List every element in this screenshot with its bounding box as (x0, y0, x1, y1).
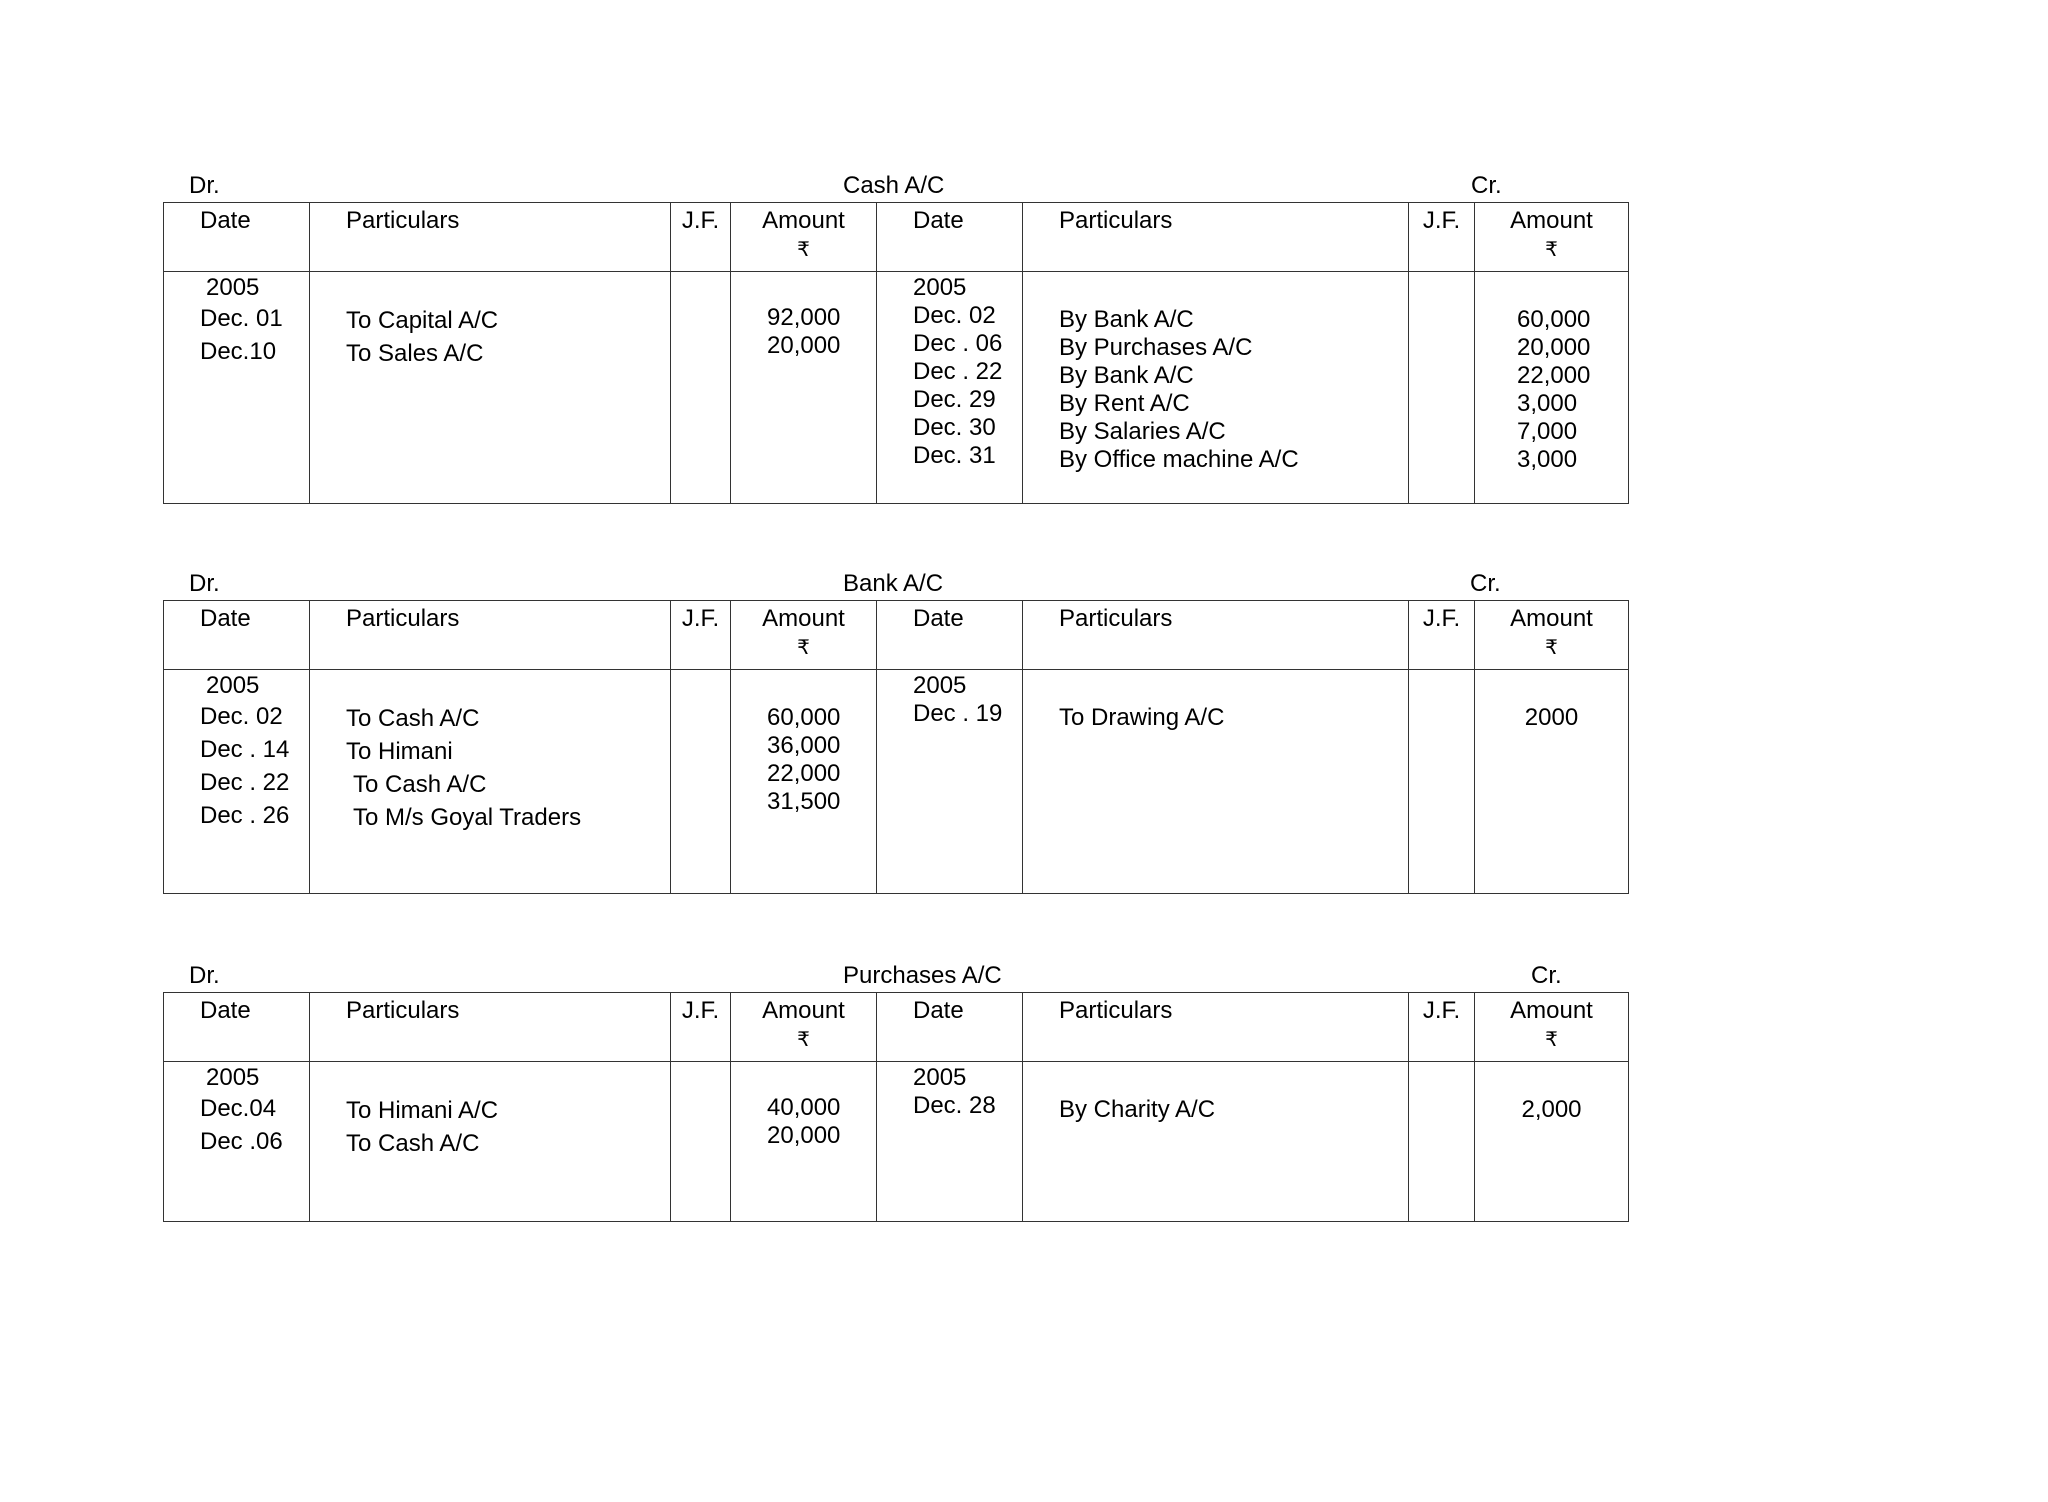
credit-date: Dec. 30 (913, 414, 996, 441)
jf-header: J.F. (1409, 601, 1475, 670)
amount-header (731, 203, 877, 272)
debit-particular: To Himani (346, 738, 453, 765)
header-row (164, 993, 1629, 1062)
debit-particular: To Cash A/C (353, 771, 487, 798)
credit-date: Dec. 29 (913, 386, 996, 413)
date-header: Date (164, 993, 310, 1062)
credit-amount: 20,000 (1517, 334, 1591, 361)
amount-header (1475, 601, 1629, 670)
header-row (164, 203, 1629, 272)
credit-date: Dec. 02 (913, 302, 996, 329)
particulars-header: Particulars (1023, 203, 1409, 272)
jf-header: J.F. (671, 993, 731, 1062)
debit-amount: 20,000 (767, 1122, 841, 1149)
debit-date: Dec . 14 (200, 736, 290, 763)
credit-date: Dec . 19 (913, 700, 1003, 727)
purchases-ledger (163, 960, 1628, 1222)
credit-amount: 60,000 (1517, 306, 1591, 333)
debit-date-cell (164, 272, 310, 504)
credit-particular: By Salaries A/C (1059, 418, 1226, 445)
date-header: Date (164, 203, 310, 272)
credit-amount-cell (1475, 272, 1629, 504)
particulars-header: Particulars (310, 993, 671, 1062)
debit-year: 2005 (206, 672, 260, 699)
amount-header (1475, 203, 1629, 272)
credit-particular: By Charity A/C (1059, 1096, 1216, 1123)
credit-amount: 7,000 (1517, 418, 1578, 445)
credit-particular: By Office machine A/C (1059, 446, 1299, 473)
credit-date: Dec. 31 (913, 442, 996, 469)
rupee-icon: ₹ (797, 637, 810, 659)
credit-amount-cell (1475, 1062, 1629, 1222)
debit-amount-cell (731, 1062, 877, 1222)
debit-jf-cell (671, 1062, 731, 1222)
credit-year: 2005 (913, 1064, 967, 1091)
dr-label: Dr. (189, 570, 220, 597)
debit-amount: 22,000 (767, 760, 841, 787)
credit-particular: By Rent A/C (1059, 390, 1190, 417)
ledger-caption (163, 568, 1628, 600)
debit-year: 2005 (206, 274, 260, 301)
debit-amount: 92,000 (767, 304, 841, 331)
date-header: Date (877, 203, 1023, 272)
particulars-header: Particulars (310, 203, 671, 272)
debit-year: 2005 (206, 1064, 260, 1091)
debit-amount-cell (731, 670, 877, 894)
debit-date: Dec . 26 (200, 802, 290, 829)
amount-header (731, 601, 877, 670)
debit-particular: To Cash A/C (346, 1130, 480, 1157)
amount-label: Amount (1510, 997, 1593, 1024)
debit-amount: 20,000 (767, 332, 841, 359)
body-row (164, 1062, 1629, 1222)
debit-date: Dec. 01 (200, 305, 283, 332)
jf-header: J.F. (1409, 993, 1475, 1062)
debit-amount-cell (731, 272, 877, 504)
amount-header (1475, 993, 1629, 1062)
jf-header: J.F. (671, 203, 731, 272)
amount-label: Amount (1510, 605, 1593, 632)
credit-jf-cell (1409, 1062, 1475, 1222)
dr-label: Dr. (189, 962, 220, 989)
particulars-header: Particulars (310, 601, 671, 670)
amount-header (731, 993, 877, 1062)
debit-particulars-cell (310, 1062, 671, 1222)
jf-header: J.F. (671, 601, 731, 670)
credit-amount: 2,000 (1521, 1096, 1582, 1123)
debit-date: Dec. 02 (200, 703, 283, 730)
credit-amount-cell (1475, 670, 1629, 894)
credit-date: Dec . 06 (913, 330, 1003, 357)
date-header: Date (877, 993, 1023, 1062)
dr-label: Dr. (189, 172, 220, 199)
body-row (164, 272, 1629, 504)
ledger-title: Purchases A/C (843, 962, 1002, 989)
credit-amount: 3,000 (1517, 446, 1578, 473)
credit-year: 2005 (913, 672, 967, 699)
header-row (164, 601, 1629, 670)
body-row (164, 670, 1629, 894)
debit-particulars-cell (310, 670, 671, 894)
cr-label: Cr. (1531, 962, 1562, 989)
credit-date-cell (877, 670, 1023, 894)
ledger-table (163, 202, 1629, 504)
debit-particulars-cell (310, 272, 671, 504)
debit-amount: 36,000 (767, 732, 841, 759)
debit-amount: 40,000 (767, 1094, 841, 1121)
jf-header: J.F. (1409, 203, 1475, 272)
rupee-icon: ₹ (1545, 239, 1558, 261)
credit-amount: 22,000 (1517, 362, 1591, 389)
debit-amount: 60,000 (767, 704, 841, 731)
rupee-icon: ₹ (797, 239, 810, 261)
debit-particular: To Capital A/C (346, 307, 499, 334)
credit-particular: By Bank A/C (1059, 362, 1194, 389)
rupee-icon: ₹ (1545, 1029, 1558, 1051)
amount-label: Amount (762, 207, 845, 234)
debit-amount: 31,500 (767, 788, 841, 815)
credit-date-cell (877, 272, 1023, 504)
rupee-icon: ₹ (1545, 637, 1558, 659)
credit-date: Dec. 28 (913, 1092, 996, 1119)
credit-particular: To Drawing A/C (1059, 704, 1225, 731)
credit-date-cell (877, 1062, 1023, 1222)
debit-particular: To Himani A/C (346, 1097, 499, 1124)
date-header: Date (164, 601, 310, 670)
credit-amount: 3,000 (1517, 390, 1578, 417)
debit-date: Dec . 22 (200, 769, 290, 796)
ledger-caption (163, 960, 1628, 992)
ledger-caption (163, 170, 1628, 202)
debit-date-cell (164, 670, 310, 894)
debit-particular: To Cash A/C (346, 705, 480, 732)
amount-label: Amount (1510, 207, 1593, 234)
credit-jf-cell (1409, 272, 1475, 504)
credit-jf-cell (1409, 670, 1475, 894)
credit-particulars-cell (1023, 272, 1409, 504)
credit-particulars-cell (1023, 1062, 1409, 1222)
bank-ledger (163, 568, 1628, 894)
debit-jf-cell (671, 670, 731, 894)
amount-label: Amount (762, 997, 845, 1024)
cr-label: Cr. (1470, 570, 1501, 597)
credit-particular: By Purchases A/C (1059, 334, 1253, 361)
debit-jf-cell (671, 272, 731, 504)
cr-label: Cr. (1471, 172, 1502, 199)
credit-particulars-cell (1023, 670, 1409, 894)
credit-year: 2005 (913, 274, 967, 301)
particulars-header: Particulars (1023, 601, 1409, 670)
debit-date: Dec.04 (200, 1095, 277, 1122)
debit-particular: To M/s Goyal Traders (353, 804, 582, 831)
cash-ledger (163, 170, 1628, 504)
debit-particular: To Sales A/C (346, 340, 484, 367)
particulars-header: Particulars (1023, 993, 1409, 1062)
amount-label: Amount (762, 605, 845, 632)
date-header: Date (877, 601, 1023, 670)
debit-date: Dec.10 (200, 338, 277, 365)
credit-date: Dec . 22 (913, 358, 1003, 385)
ledger-table (163, 600, 1629, 894)
ledger-title: Bank A/C (843, 570, 944, 597)
credit-amount: 2000 (1524, 704, 1579, 731)
ledger-table (163, 992, 1629, 1222)
rupee-icon: ₹ (797, 1029, 810, 1051)
ledger-title: Cash A/C (843, 172, 945, 199)
debit-date-cell (164, 1062, 310, 1222)
credit-particular: By Bank A/C (1059, 306, 1194, 333)
debit-date: Dec .06 (200, 1128, 283, 1155)
